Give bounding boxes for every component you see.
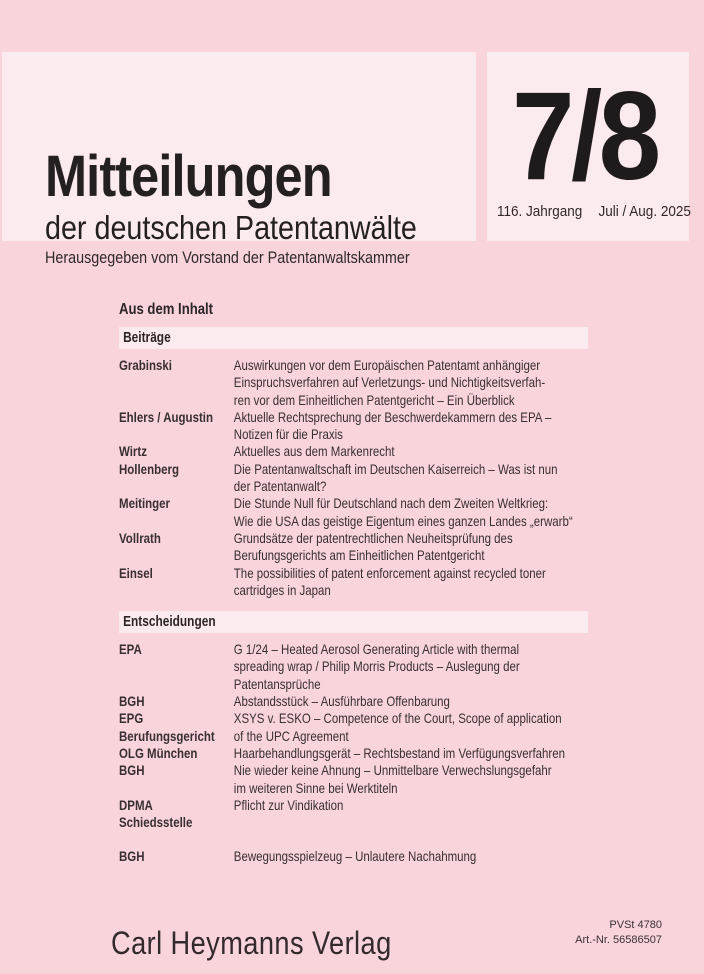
toc-text: Grundsätze der patentrechtlichen Neuheitsprüfung des Berufungsgerichts am Einheitlichen Patentgericht xyxy=(233,529,513,564)
toc-text: Die Stunde Null für Deutschland nach dem Zweiten Weltkrieg: Wie die USA das geistige Eigentum eines ganzen Landes „erwarb“ xyxy=(233,495,573,529)
toc-row xyxy=(119,495,595,530)
toc-text: XSYS v. ESKO – Competence of the Court, Scope of application of the UPC Agreement xyxy=(233,710,562,744)
toc-row xyxy=(119,745,595,762)
table-of-contents xyxy=(119,300,595,878)
toc-text: Abstandsstück – Ausführbare Offenbarung xyxy=(233,693,450,710)
toc-row xyxy=(119,443,595,460)
toc-row xyxy=(119,797,595,832)
toc-author: Hollenberg xyxy=(119,460,179,477)
toc-author: BGH xyxy=(119,848,145,865)
publisher-name: Carl Heymanns Verlag xyxy=(111,925,392,961)
toc-row xyxy=(119,565,595,600)
toc-text: Pflicht zur Vindikation xyxy=(233,796,344,813)
toc-row xyxy=(119,357,595,409)
toc-author: DPMA Schiedsstelle xyxy=(119,796,193,831)
toc-text: Auswirkungen vor dem Europäischen Patentamt anhängiger Einspruchsverfahren auf Verletzungs- und Nichtigkeitsverfah- ren vor dem Einheitlichen Patentgericht – Ein Überblick xyxy=(233,357,546,408)
toc-text: G 1/24 – Heated Aerosol Generating Article with thermal spreading wrap / Philip Morris Products – Auslegung der Patentansprüche xyxy=(233,641,520,692)
toc-text: The possibilities of patent enforcement against recycled toner cartridges in Japan xyxy=(233,564,546,598)
toc-text: Aktuelle Rechtsprechung der Beschwerdekammern des EPA – Notizen für die Praxis xyxy=(233,408,552,443)
toc-author: Einsel xyxy=(119,564,153,581)
toc-author: EPG Berufungsgericht xyxy=(119,710,215,744)
issue-volume: 116. Jahrgang xyxy=(497,203,583,220)
toc-author: Grabinski xyxy=(119,357,172,373)
journal-subtitle: der deutschen Patentanwälte xyxy=(45,209,417,246)
masthead-panel xyxy=(2,52,476,267)
toc-author: EPA xyxy=(119,641,142,658)
toc-row xyxy=(119,710,595,745)
postal-id: PVSt 4780 xyxy=(609,919,662,931)
toc-text: Haarbehandlungsgerät – Rechtsbestand im Verfügungsverfahren xyxy=(233,744,566,761)
toc-row xyxy=(119,848,595,865)
toc-row xyxy=(119,641,595,693)
toc-row xyxy=(119,461,595,496)
toc-sections xyxy=(119,327,595,866)
toc-text: Bewegungsspielzeug – Unlautere Nachahmung xyxy=(233,848,477,865)
journal-title: Mitteilungen xyxy=(45,144,332,209)
toc-section xyxy=(119,327,595,599)
toc-author: BGH xyxy=(119,762,145,779)
toc-text: Nie wieder keine Ahnung – Unmittelbare Verwechslungsgefahr im weiteren Sinne bei Werktiteln xyxy=(233,762,552,796)
toc-row xyxy=(119,693,595,710)
toc-row xyxy=(119,409,595,444)
toc-text: Die Patentanwaltschaft im Deutschen Kaiserreich – Was ist nun der Patentanwalt? xyxy=(233,460,558,495)
issue-number: 7/8 xyxy=(512,67,658,206)
issue-date: Juli / Aug. 2025 xyxy=(598,203,691,220)
footer-ids xyxy=(575,918,662,947)
section-band xyxy=(119,611,588,633)
article-number: Art.-Nr. 56586507 xyxy=(575,933,662,946)
toc-author: Vollrath xyxy=(119,529,161,546)
toc-section xyxy=(119,611,595,866)
toc-text: Aktuelles aus dem Markenrecht xyxy=(233,443,395,460)
toc-heading: Aus dem Inhalt xyxy=(119,301,214,318)
section-band xyxy=(119,327,588,349)
section-band-label: Entscheidungen xyxy=(123,614,216,631)
section-rows xyxy=(119,357,595,599)
toc-author: Ehlers / Augustin xyxy=(119,408,213,425)
toc-row xyxy=(119,530,595,565)
masthead xyxy=(45,144,417,267)
toc-author: Wirtz xyxy=(119,443,147,460)
journal-publisher-line: Herausgegeben vom Vorstand der Patentanwaltskammer xyxy=(45,249,410,267)
issue-meta xyxy=(497,203,691,220)
section-rows xyxy=(119,641,595,866)
toc-author: BGH xyxy=(119,693,145,710)
section-band-label: Beiträge xyxy=(123,330,171,346)
toc-row xyxy=(119,762,595,797)
toc-author: OLG München xyxy=(119,744,198,761)
toc-author: Meitinger xyxy=(119,495,171,512)
